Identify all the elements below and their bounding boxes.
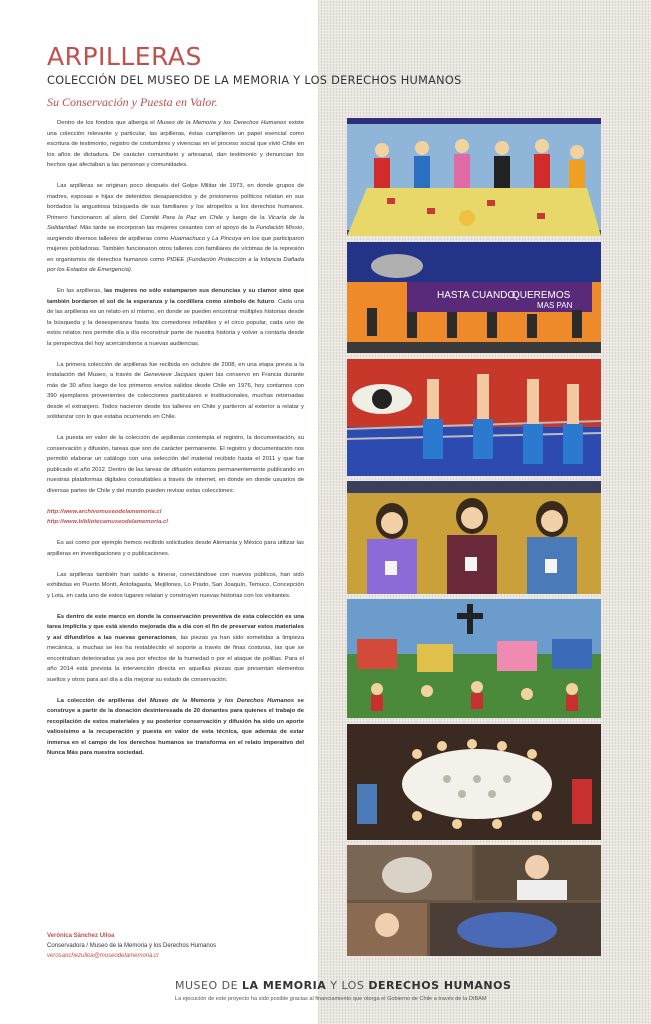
paragraph: Las arpilleras se originan poco después del Golpe Militar de 1973, en donde grupos de madres, esposas e hijas de detenidos desaparecidos y de prisioneros políticos relatan en sus bordados la angustiosa búsqueda de sus familiares y los atropellos a los derechos humanos. Primero funcionaron al alero del Comité Para la Paz en Chile y luego de la Vicaría de la Solidaridad. Más tarde se incorporan las mujeres cesantes con el apoyo de la Fundación Missio, surgiendo diversos talleres de arpilleras como Huamachuco y La Pincoya en los que participaron mujeres pobladoras. También funcionaron otros talleres con familiares de víctimas de la represión en organismos de derechos humanos como PIDEE (Fundación Protección a la Infancia Dañada por los Estados de Emergencia). [47,183,304,273]
logo-text-memoria: LA MEMORIA [242,979,327,992]
paragraph: La puesta en valor de la colección de arpilleras contempla el registro, la documentación, su conservación y difusión, tareas que son de carácter permanente. El registro y documentación nos permitió elaborar un catálogo con una selección del material recibido hasta el 2011 y que fue publicado el año 2012. Dentro de las tareas de difusión estamos permanentemente publicando en nuestras plataformas digitales consultables a través de internet, en donde en donde usuarios de diversas partes de Chile y del mundo pueden revisar estas colecciones: [47,435,304,494]
banner-text-2: QUEREMOS [512,290,571,301]
logo-text-pre: MUSEO DE [175,979,243,992]
paragraph: La colección de arpilleras del Museo de la Memoria y los Derechos Humanos se construye a partir de la donación desinteresada de 20 donantes para quienes el trabajo de recopilación de estos materiales y su posterior conservación y difusión ha sido un aporte valiosísimo a la recuperación y puesta en valor de esta técnica, que además de estar inmersa en el campo de los derechos humanos se transforma en el relato imperativo del Nunca Más para nuestra sociedad. [47,697,304,756]
museum-logo [175,979,651,992]
banner-text-3: MAS PAN [537,301,573,310]
article-body [47,118,304,769]
paragraph: Es así como por ejemplo hemos recibido solicitudes desde Alemania y México para utilizar las arpilleras en investigaciones y o publicaciones. [47,540,304,557]
funding-note: La ejecución de este proyecto ha sido posible gracias al financiamiento que otorga el Gobierno de Chile a través de la DIBAM [175,996,487,1002]
archive-link[interactable]: http://www.archivomuseodelamemoria.cl [47,508,162,515]
signature [47,931,307,961]
arpillera-photo-raised-arms [347,359,601,476]
page-title: ARPILLERAS [47,42,202,71]
library-link[interactable]: http://www.bibliotecamuseodelamemoria.cl [47,519,168,525]
paragraph: La primera colección de arpilleras fue recibida en octubre de 2008, en una etapa previa a la instalación del Museo, a través de Genevieve Jacques quien las conservo en Francia durante más de 30 años luego de los primeros envíos salidos desde Chile en 1976, hoy contamos con 390 ejemplares provenientes de colecciones particulares e institucionales, muchas retornadas desde el extranjero. Todos nacieron desde los talleres en Chile y partieron al exterior a relatar y solidarizar con lo que estaba ocurriendo en Chile. [47,361,304,420]
header [47,44,627,110]
author-role: Conservadora / Museo de la Memoria y los Derechos Humanos [47,943,217,949]
paragraph: En las arpilleras, las mujeres no sólo estamparon sus denuncias y su clamor sino que también bordaron el sol de la esperanza y la cordillera como símbolo de futuro. Cada una de las arpilleras es un relato en sí mismo, en donde se pueden encontrar múltiples historias desde la búsqueda y la desesperanza hasta los comedores infantiles y el circo popular, cada uno de estos relatos nos permite día a día reconstruir parte de nuestra historia y volver a contarla desde la perspectiva del hoy acercándonos a nuevas audiencias. [47,288,304,347]
paragraph: Dentro de los fondos que alberga el Museo de la Memoria y los Derechos Humanos existe una colección relevante y particular, las arpilleras, éstas cumplieron un papel esencial como escritura de testimonio, registro de costumbres y vivencias en el proceso social que vivió Chile en los años de dictadura. De carácter comunitario y artesanal, dan testimonio y denuncian los hechos que afectaban a las personas y comunidades. [47,120,304,168]
page-tagline: Su Conservación y Puesta en Valor. [47,95,218,109]
arpillera-photo-women-portraits [347,481,601,594]
arpillera-photo-protest [347,242,601,353]
author-name: Verónica Sánchez Ulloa [47,933,115,939]
arpillera-photo-village [347,599,601,718]
paragraph: Es dentro de este marco en donde la conservación preventiva de esta colección es una tarea implícita y que está siendo mejorada día a día con el fin de preservar estos materiales y así difundirlos a las nuevas generaciones, las piezas ya han sido sometidas a limpieza mecánica, a muchas se les ha restablecido el soporte a través de finas costuras, las que se encontraban deterioradas ya sea por efectos de la humedad o por el ataque de polillas. Para el año 2014 está prevista la intervención directa en aquellas piezas que presentan elementos sueltos y otros para así día a día mejorar su estado de conservación. [47,613,304,683]
page-subtitle: COLECCIÓN DEL MUSEO DE LA MEMORIA Y LOS DERECHOS HUMANOS [47,74,462,87]
arpillera-photo-dolls-table [347,724,601,840]
logo-text-ddhh: DERECHOS HUMANOS [368,979,512,992]
author-email[interactable]: verosanchezulloa@museodelamemoria.cl [47,953,159,959]
arpillera-photo-table [347,118,601,236]
conservation-work-photos [347,845,601,956]
logo-text-mid: Y LOS [326,979,369,992]
paragraph: Las arpilleras también han salido a itinerar, conectándose con nuevos públicos, han sido exhibidas en Puerto Montt, Antofagasta, Mejillones, Lo Prado, San Joaquín, Temuco, Concepción y Lota, en cada uno de estos lugares relatan y construyen nuevas historias con los visitantes. [47,571,304,599]
banner-text-1: HASTA CUANDO [437,290,516,301]
